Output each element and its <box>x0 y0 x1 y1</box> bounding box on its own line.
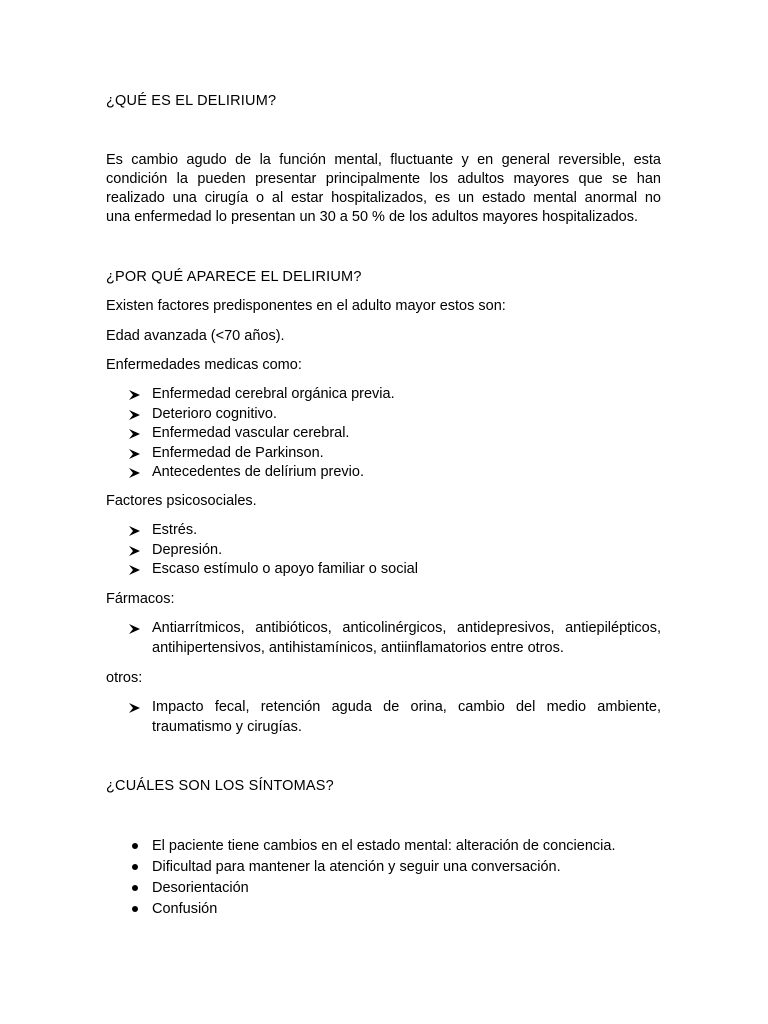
heading-por-que-aparece: ¿POR QUÉ APARECE EL DELIRIUM? <box>106 269 362 285</box>
arrow-bullet-icon <box>129 385 141 405</box>
predisposing-intro: Existen factores predisponentes en el adulto mayor estos son: <box>106 298 506 314</box>
paragraph-line: realizado una cirugía o al estar hospitalizados, es un estado mental anormal no <box>106 190 661 206</box>
list-item: Enfermedad vascular cerebral. <box>106 424 661 444</box>
psychosocial-label: Factores psicosociales. <box>106 493 257 509</box>
list-item: Estrés. <box>106 521 661 541</box>
arrow-bullet-icon <box>129 541 141 561</box>
drugs-line: antihipertensivos, antihistamínicos, antiinflamatorios entre otros. <box>152 639 564 656</box>
list-item: Dificultad para mantener la atención y seguir una conversación. <box>106 857 661 878</box>
diseases-list <box>106 385 661 483</box>
others-list <box>106 698 661 737</box>
diseases-label: Enfermedades medicas como: <box>106 357 302 373</box>
list-item: Enfermedad cerebral orgánica previa. <box>106 385 661 405</box>
bullet-dot-icon <box>129 857 141 878</box>
drugs-label: Fármacos: <box>106 591 175 607</box>
list-item: Confusión <box>106 899 661 920</box>
list-item <box>106 619 661 658</box>
list-item: Deterioro cognitivo. <box>106 405 661 425</box>
arrow-bullet-icon <box>129 619 141 639</box>
drugs-line: Antiarrítmicos, antibióticos, anticolinérgicos, antidepresivos, antiepilépticos, <box>152 620 661 636</box>
list-item: Antecedentes de delírium previo. <box>106 463 661 483</box>
bullet-dot-icon <box>129 899 141 920</box>
bullet-dot-icon <box>129 878 141 899</box>
list-item: El paciente tiene cambios en el estado mental: alteración de conciencia. <box>106 836 661 857</box>
arrow-bullet-icon <box>129 560 141 580</box>
arrow-bullet-icon <box>129 424 141 444</box>
arrow-bullet-icon <box>129 463 141 483</box>
heading-que-es-delirium: ¿QUÉ ES EL DELIRIUM? <box>106 93 277 109</box>
arrow-bullet-icon <box>129 521 141 541</box>
list-item: Escaso estímulo o apoyo familiar o social <box>106 560 661 580</box>
others-line: Impacto fecal, retención aguda de orina, cambio del medio ambiente, <box>152 699 661 715</box>
paragraph-line: Es cambio agudo de la función mental, fluctuante y en general reversible, esta <box>106 152 661 168</box>
arrow-bullet-icon <box>129 405 141 425</box>
paragraph-line: una enfermedad lo presentan un 30 a 50 % de los adultos mayores hospitalizados. <box>106 209 639 225</box>
others-label: otros: <box>106 670 143 686</box>
psychosocial-list <box>106 521 661 580</box>
arrow-bullet-icon <box>129 698 141 718</box>
paragraph-line: condición la pueden presentar principalmente los adultos mayores que se han <box>106 171 661 187</box>
list-item: Depresión. <box>106 541 661 561</box>
bullet-dot-icon <box>129 836 141 857</box>
list-item: Enfermedad de Parkinson. <box>106 444 661 464</box>
arrow-bullet-icon <box>129 444 141 464</box>
definition-paragraph <box>106 151 661 227</box>
heading-cuales-sintomas: ¿CUÁLES SON LOS SÍNTOMAS? <box>106 778 334 794</box>
others-line: traumatismo y cirugías. <box>152 718 302 735</box>
list-item <box>106 698 661 737</box>
age-factor: Edad avanzada (<70 años). <box>106 328 285 344</box>
drugs-list <box>106 619 661 658</box>
symptoms-list <box>106 836 661 920</box>
list-item: Desorientación <box>106 878 661 899</box>
